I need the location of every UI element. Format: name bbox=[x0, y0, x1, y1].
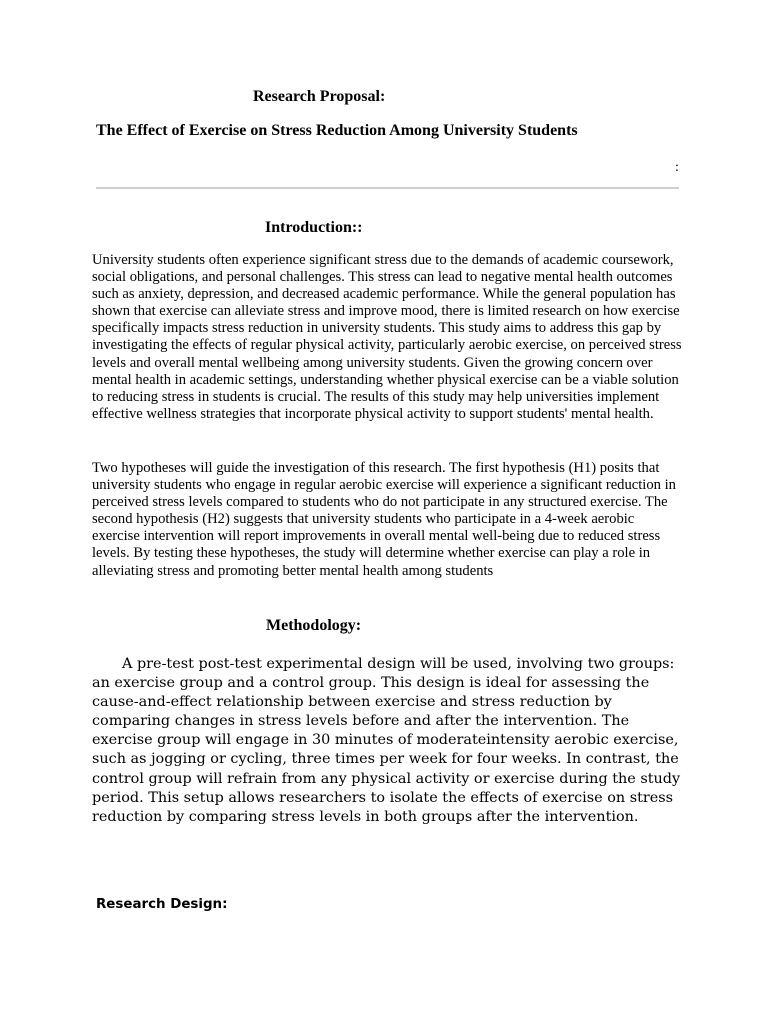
document-title: The Effect of Exercise on Stress Reduction Among University Students bbox=[96, 122, 578, 139]
research-design-heading: Research Design: bbox=[96, 897, 228, 912]
introduction-heading: Introduction:: bbox=[265, 219, 363, 236]
methodology-paragraph-text: A pre-test post-test experimental design will be used, involving two groups: an exercise group and a control group. This design is ideal for assessing the cause-and-effect relationship between exercise and stress reduction by comparing changes in stress levels before and after the intervention. The exercise group will engage in 30 minutes of moderateintensity aerobic exercise, such as jogging or cycling, three times per week for four weeks. In contrast, the control group will refrain from any physical activity or exercise during the study period. This setup allows researchers to isolate the effects of exercise on stress reduction by comparing stress levels in both groups after the intervention. bbox=[92, 656, 681, 825]
stray-colon: : bbox=[675, 160, 679, 175]
proposal-label: Research Proposal: bbox=[253, 88, 386, 105]
introduction-paragraph-1: University students often experience significant stress due to the demands of academic coursework, social obligations, and personal challenges. This stress can lead to negative mental health outcomes such as anxiety, depression, and decreased academic performance. While the general population has shown that exercise can alleviate stress and improve mood, there is limited research on how exercise specifically impacts stress reduction in university students. This study aims to address this gap by investigating the effects of regular physical activity, particularly aerobic exercise, on perceived stress levels and overall mental wellbeing among university students. Given the growing concern over mental health in academic settings, understanding whether physical exercise can be a viable solution to reducing stress in students is crucial. The results of this study may help universities implement effective wellness strategies that incorporate physical activity to support students' mental health. bbox=[92, 252, 682, 422]
methodology-paragraph bbox=[92, 655, 692, 827]
methodology-heading: Methodology: bbox=[266, 617, 362, 634]
introduction-paragraph-2: Two hypotheses will guide the investigation of this research. The first hypothesis (H1) posits that university students who engage in regular aerobic exercise will experience a significant reduction in perceived stress levels compared to students who do not participate in any structured exercise. The second hypothesis (H2) suggests that university students who participate in a 4-week aerobic exercise intervention will report improvements in overall mental well-being due to reduced stress levels. By testing these hypotheses, the study will determine whether exercise can play a role in alleviating stress and promoting better mental health among students bbox=[92, 460, 676, 579]
horizontal-divider bbox=[96, 187, 679, 189]
